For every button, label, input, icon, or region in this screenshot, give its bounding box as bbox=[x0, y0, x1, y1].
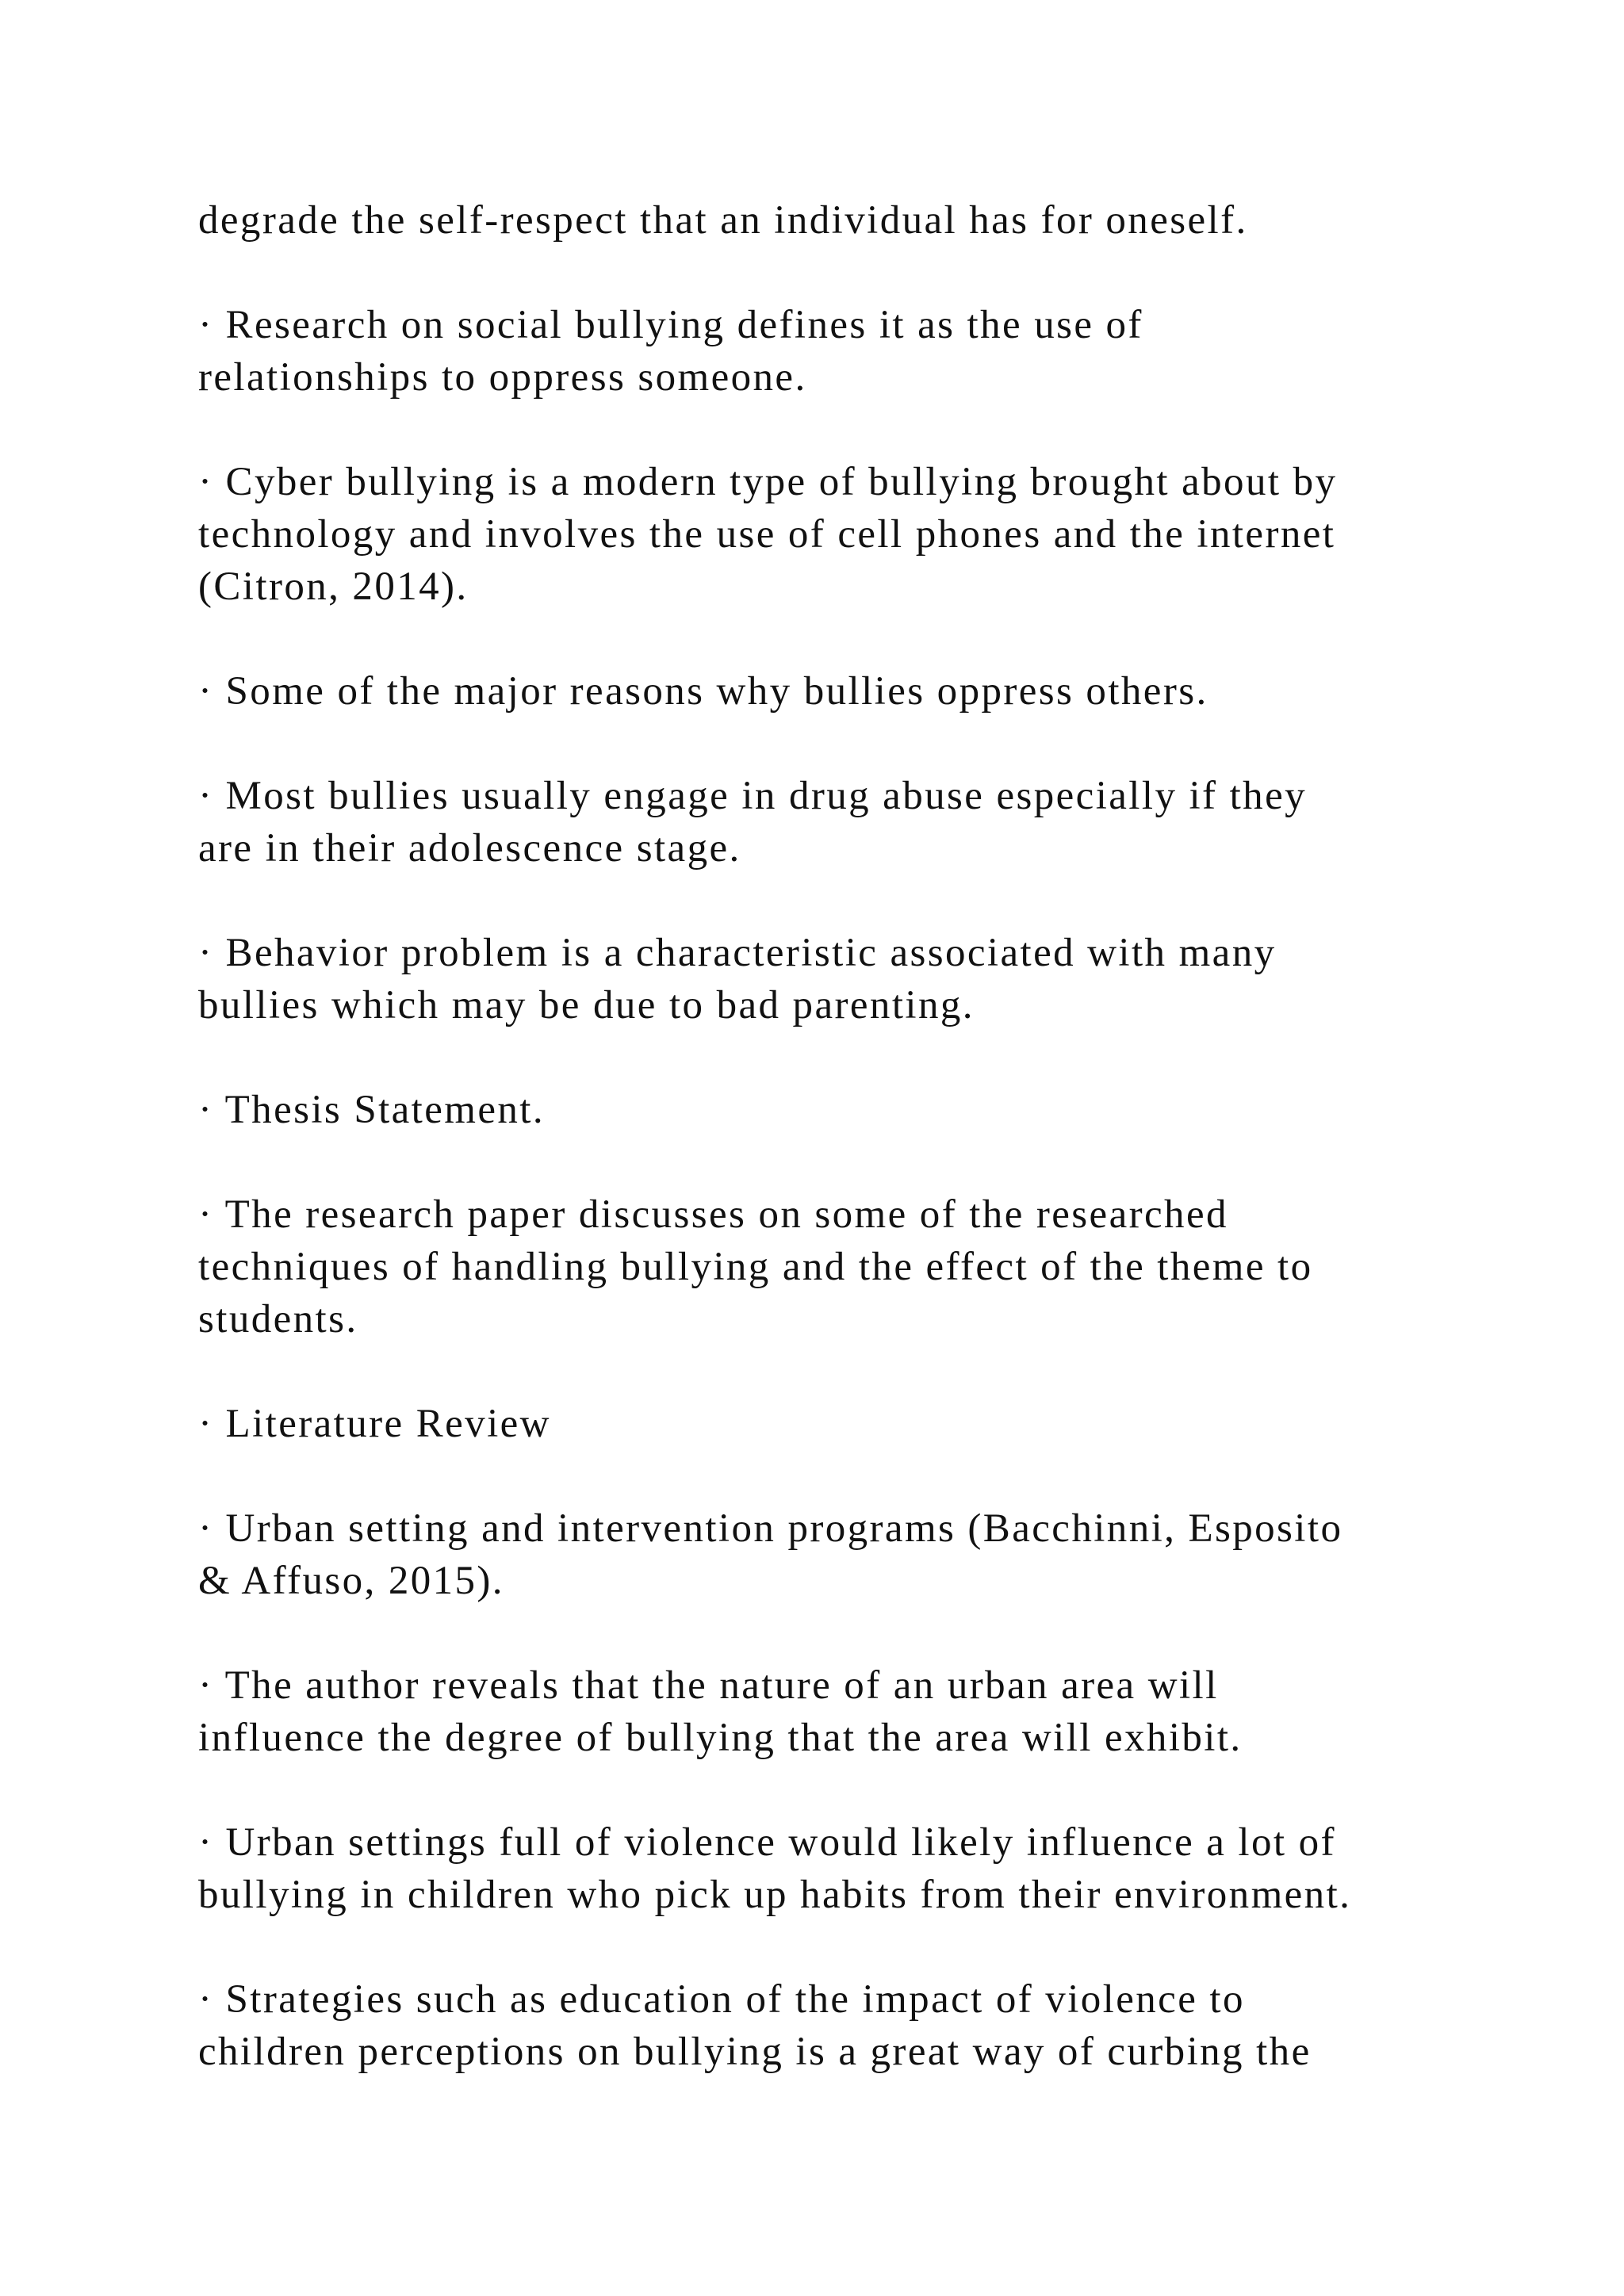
text-line: technology and involves the use of cell phones and the internet bbox=[198, 512, 1336, 557]
bullet-research-paper bbox=[198, 1188, 1435, 1345]
text-line: · Literature Review bbox=[198, 1402, 551, 1446]
paragraph-intro-fragment bbox=[198, 194, 1435, 247]
bullet-literature-review bbox=[198, 1398, 1435, 1450]
text-line: · Urban settings full of violence would likely influence a lot of bbox=[198, 1820, 1336, 1865]
text-line: · The research paper discusses on some of the researched bbox=[198, 1192, 1228, 1237]
bullet-major-reasons bbox=[198, 665, 1435, 718]
text-line: students. bbox=[198, 1297, 358, 1341]
text-line: degrade the self-respect that an individual has for oneself. bbox=[198, 198, 1248, 243]
bullet-thesis-statement bbox=[198, 1084, 1435, 1136]
text-line: · Thesis Statement. bbox=[198, 1088, 546, 1132]
text-line: relationships to oppress someone. bbox=[198, 355, 807, 400]
text-line: · Most bullies usually engage in drug abuse especially if they bbox=[198, 774, 1308, 818]
text-line: · Strategies such as education of the impact of violence to bbox=[198, 1977, 1245, 2022]
bullet-social-bullying bbox=[198, 299, 1435, 404]
text-line: · Some of the major reasons why bullies oppress others. bbox=[198, 669, 1208, 714]
text-line: · Cyber bullying is a modern type of bullying brought about by bbox=[198, 460, 1338, 504]
text-line: bullies which may be due to bad parenting. bbox=[198, 983, 975, 1027]
text-line: & Affuso, 2015). bbox=[198, 1559, 504, 1603]
bullet-drug-abuse bbox=[198, 770, 1435, 874]
text-line: techniques of handling bullying and the effect of the theme to bbox=[198, 1245, 1313, 1289]
bullet-strategies bbox=[198, 1973, 1435, 2078]
text-line: · Behavior problem is a characteristic associated with many bbox=[198, 931, 1277, 975]
document-body bbox=[198, 194, 1435, 2078]
text-line: children perceptions on bullying is a great way of curbing the bbox=[198, 2030, 1312, 2074]
text-line: (Citron, 2014). bbox=[198, 564, 469, 609]
bullet-cyber-bullying bbox=[198, 456, 1435, 613]
bullet-author-reveals bbox=[198, 1659, 1435, 1764]
text-line: bullying in children who pick up habits from their environment. bbox=[198, 1873, 1352, 1917]
bullet-behavior-problem bbox=[198, 927, 1435, 1031]
text-line: · Urban setting and intervention programs (Bacchinni, Esposito bbox=[198, 1506, 1343, 1551]
bullet-urban-setting bbox=[198, 1502, 1435, 1607]
text-line: influence the degree of bullying that the area will exhibit. bbox=[198, 1716, 1243, 1760]
text-line: · Research on social bullying defines it as the use of bbox=[198, 303, 1143, 347]
bullet-urban-violence bbox=[198, 1816, 1435, 1921]
text-line: · The author reveals that the nature of an urban area will bbox=[198, 1663, 1219, 1708]
text-line: are in their adolescence stage. bbox=[198, 826, 741, 871]
